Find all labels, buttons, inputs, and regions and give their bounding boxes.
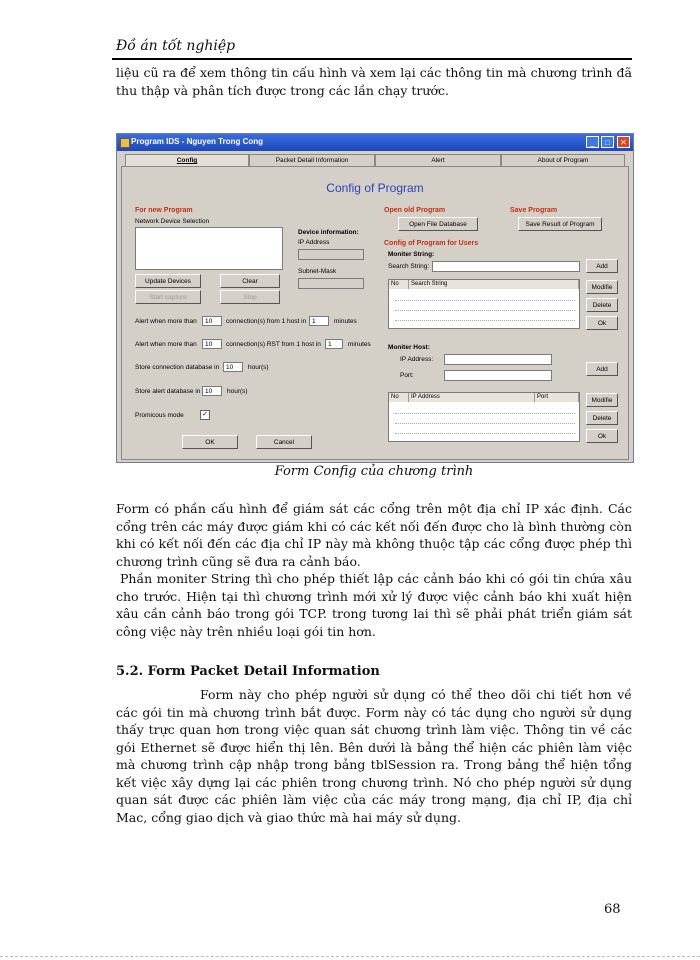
footer-line bbox=[0, 956, 700, 957]
config-pane bbox=[121, 166, 629, 460]
users-group-title: Config of Program for Users bbox=[384, 240, 479, 247]
host-ip-input[interactable] bbox=[444, 354, 552, 365]
alert1-suffix: minutes bbox=[334, 318, 357, 325]
list-row-line bbox=[395, 413, 575, 414]
col-host-no[interactable]: No bbox=[389, 393, 409, 402]
ip-address-label: IP Address bbox=[298, 239, 330, 246]
alert2-count-input[interactable]: 10 bbox=[202, 339, 222, 349]
close-icon[interactable]: ✕ bbox=[617, 136, 630, 148]
alert1-count-input[interactable]: 10 bbox=[202, 316, 222, 326]
start-capture-button[interactable]: Start capture bbox=[135, 290, 201, 304]
promiscuous-label: Promicous mode bbox=[135, 412, 184, 419]
ok-button[interactable]: OK bbox=[182, 435, 238, 449]
search-string-label: Search String: bbox=[388, 263, 430, 270]
cancel-button[interactable]: Cancel bbox=[256, 435, 312, 449]
list-row-line bbox=[395, 300, 575, 301]
window-title: Program IDS - Nguyen Trong Cong bbox=[131, 137, 264, 146]
moniter-host-label: Moniter Host: bbox=[388, 344, 430, 351]
device-info-label: Device information: bbox=[298, 229, 359, 236]
ok-host-button[interactable]: Ok bbox=[586, 429, 618, 443]
modify-string-button[interactable]: Modifie bbox=[586, 280, 618, 294]
alert2-minutes-input[interactable]: 1 bbox=[325, 339, 343, 349]
alert1-minutes-input[interactable]: 1 bbox=[309, 316, 329, 326]
save-result-button[interactable]: Save Result of Program bbox=[518, 217, 602, 231]
col-search-string[interactable]: Search String bbox=[409, 280, 579, 289]
store-connection-input[interactable]: 10 bbox=[223, 362, 243, 372]
tab-alert[interactable]: Alert bbox=[375, 154, 501, 166]
tab-config[interactable]: Config bbox=[125, 154, 249, 167]
tab-packet-detail[interactable]: Packet Detail Information bbox=[249, 154, 375, 166]
app-icon bbox=[120, 138, 130, 148]
tab-about[interactable]: About of Program bbox=[501, 154, 625, 166]
host-list[interactable] bbox=[388, 392, 580, 442]
add-host-button[interactable]: Add bbox=[586, 362, 618, 376]
promiscuous-checkbox[interactable]: ✓ bbox=[200, 410, 210, 420]
ip-address-field bbox=[298, 249, 364, 260]
alert2-suffix: minutes bbox=[348, 341, 371, 348]
paragraph-2: Phần moniter String thì cho phép thiết lập các cảnh báo khi có gói tin chứa xâu cho trước. Hiện tại thì chương trình mới xử lý được việc cảnh báo khi xuất hiện xâu cần cảnh báo trong gói TCP. trong tương lai thì sẽ phải phát triển giám sát công việc này trên nhiều loại gói tin hơn. bbox=[116, 571, 632, 639]
figure-caption: Form Config của chương trình bbox=[274, 464, 474, 479]
page-header: Đồ án tốt nghiệp bbox=[116, 38, 236, 54]
col-ip-address[interactable]: IP Address bbox=[409, 393, 535, 402]
col-port[interactable]: Port bbox=[535, 393, 579, 402]
col-no[interactable]: No bbox=[389, 280, 409, 289]
subnet-field bbox=[298, 278, 364, 289]
intro-paragraph: liệu cũ ra để xem thông tin cấu hình và xem lại các thông tin mà chương trình đã thu thập và phân tích được trong các lần chạy trước. bbox=[116, 65, 632, 98]
store-alert-unit: hour(s) bbox=[227, 388, 248, 395]
store-connection-unit: hour(s) bbox=[248, 364, 269, 371]
delete-host-button[interactable]: Delete bbox=[586, 411, 618, 425]
stop-button[interactable]: Stop bbox=[220, 290, 280, 304]
paragraph-3: Form này cho phép người sử dụng có thể theo dõi chi tiết hơn về các gói tin mà chương trình bắt được. Form này có tác dụng cho người sử dụng thấy trực quan hơn trong việc quan sát chương trình làm việc. Thông tin về các gói Ethernet sẽ được hiển thị lên. Bên dưới là bảng thể hiện các phiên làm việc mà chương trình cập nhập trong bảng tblSession ra. Trong bảng thể hiện tổng kết việc xây dựng lại các phiên trong chương trình. Nó cho phép người sử dụng quan sát được các phiên làm việc của các máy trong mạng, địa chỉ IP, địa chỉ Mac, cổng giao dịch và giao thức mà hai máy sử dụng. bbox=[116, 687, 632, 825]
store-alert-label: Store alert database in bbox=[135, 388, 201, 395]
config-heading: Config of Program bbox=[326, 181, 424, 195]
alert2-prefix: Alert when more than bbox=[135, 341, 197, 348]
modify-host-button[interactable]: Modifie bbox=[586, 393, 618, 407]
subnet-label: Subnet-Mask bbox=[298, 268, 337, 275]
maximize-icon[interactable]: □ bbox=[601, 136, 614, 148]
device-selection-label: Network Device Selection bbox=[135, 218, 210, 225]
title-bar bbox=[117, 134, 633, 151]
open-old-group-title: Open old Program bbox=[384, 207, 446, 214]
list-row-line bbox=[395, 433, 575, 434]
alert1-mid: connection(s) from 1 host in bbox=[226, 318, 307, 325]
host-port-input[interactable] bbox=[444, 370, 552, 381]
open-file-database-button[interactable]: Open File Database bbox=[398, 217, 478, 231]
host-port-label: Port: bbox=[400, 372, 414, 379]
config-window bbox=[116, 133, 634, 463]
ok-string-button[interactable]: Ok bbox=[586, 316, 618, 330]
add-string-button[interactable]: Add bbox=[586, 259, 618, 273]
search-string-input[interactable] bbox=[432, 261, 580, 272]
delete-string-button[interactable]: Delete bbox=[586, 298, 618, 312]
store-alert-input[interactable]: 10 bbox=[202, 386, 222, 396]
paragraph-1: Form có phần cấu hình để giám sát các cổng trên một địa chỉ IP xác định. Các cổng trên các máy được giám khi có các kết nối đến được cho là bình thường còn khi có kết nối đến các địa chỉ IP này mà không thuộc tập các cổng được phép thì chương trình cũng sẽ đưa ra cảnh báo. bbox=[116, 501, 632, 569]
update-devices-button[interactable]: Update Devices bbox=[135, 274, 201, 288]
header-rule bbox=[112, 58, 632, 60]
list-row-line bbox=[395, 423, 575, 424]
page-number: 68 bbox=[604, 902, 621, 917]
minimize-icon[interactable]: _ bbox=[586, 136, 599, 148]
alert1-prefix: Alert when more than bbox=[135, 318, 197, 325]
device-list[interactable] bbox=[135, 227, 283, 270]
store-connection-label: Store connection database in bbox=[135, 364, 220, 371]
list-row-line bbox=[395, 320, 575, 321]
alert2-mid: connection(s) RST from 1 host in bbox=[226, 341, 321, 348]
search-string-list[interactable] bbox=[388, 279, 580, 329]
new-program-group-title: For new Program bbox=[135, 207, 193, 214]
host-ip-label: IP Address: bbox=[400, 356, 434, 363]
section-heading: 5.2. Form Packet Detail Information bbox=[116, 664, 380, 679]
save-program-group-title: Save Program bbox=[510, 207, 558, 214]
moniter-string-label: Moniter String: bbox=[388, 251, 435, 258]
clear-button[interactable]: Clear bbox=[220, 274, 280, 288]
list-row-line bbox=[395, 310, 575, 311]
